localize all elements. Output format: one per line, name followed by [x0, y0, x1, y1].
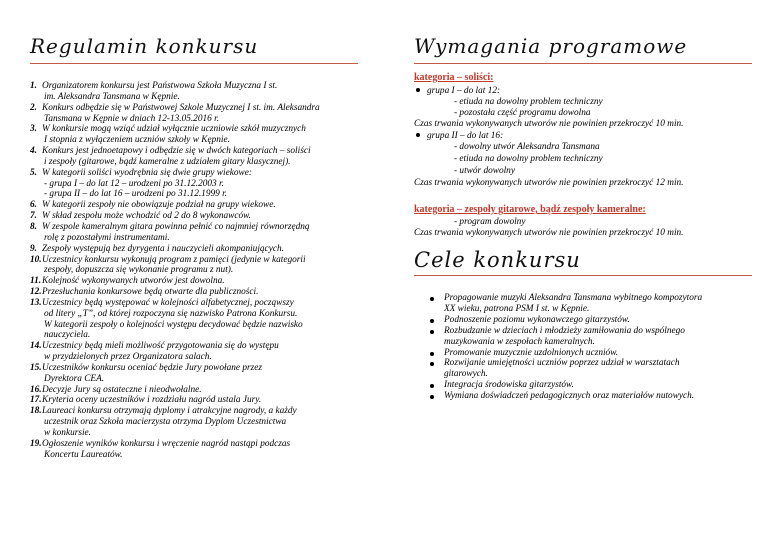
- goal-text-line: muzykowania w zespołach kameralnych.: [444, 336, 595, 347]
- group-2-item: - etiuda na dowolny problem techniczny: [454, 154, 603, 164]
- goal-text-line: Rozbudzanie w dzieciach i młodzieży zamiłowania do wspólnego: [444, 325, 685, 336]
- goal-text-line: Rozwijanie umiejętności uczniów poprzez udział w warsztatach: [444, 358, 680, 369]
- rule-item: [30, 439, 360, 461]
- goal-text-line: Wymiana doświadczeń pedagogicznych oraz materiałów nutowych.: [444, 391, 695, 402]
- category-soloists-label: kategoria – soliści:: [414, 72, 494, 83]
- group-1-item: - pozostała część programu dowolna: [454, 108, 591, 118]
- rule-text-line: Ogłoszenie wyników konkursu i wręczenie nagród nastąpi podczas: [42, 438, 291, 449]
- rule-text-line: W skład zespołu może wchodzić od 2 do 8 wykonawców.: [42, 211, 251, 222]
- rule-item: [30, 81, 360, 103]
- rule-text-line: Uczestnicy będą występować w kolejności alfabetycznej, począwszy: [42, 297, 294, 308]
- bullet-icon: [430, 384, 434, 388]
- rule-text-line: zespoły, dopuszcza się wykonanie programu z nut).: [44, 265, 234, 276]
- rule-text-line: w konkursie.: [44, 428, 91, 438]
- rule-text-line: W zespole kameralnym gitara powinna pełnić co najmniej równorzędną: [42, 221, 310, 232]
- rule-number: 8.: [30, 221, 37, 232]
- rule-item: [30, 395, 360, 406]
- rule-text-line: Decyzje Jury są ostateczne i nieodwołalne.: [42, 384, 202, 395]
- rule-number: 18.: [30, 406, 42, 417]
- goal-item: [430, 326, 750, 348]
- rule-text-line: Organizatorem konkursu jest Państwowa Szkoła Muzyczna I st.: [42, 81, 278, 91]
- rule-text-line: Przesłuchania konkursowe będą otwarte dla publiczności.: [42, 287, 259, 298]
- goal-item: [430, 358, 750, 380]
- rule-text-line: Kolejność wykonywanych utworów jest dowolna.: [42, 276, 225, 287]
- goal-item: [430, 293, 750, 315]
- rule-text-line: Dyrektora CEA.: [44, 373, 105, 384]
- rule-text-line: uczestnik oraz Szkoła macierzysta otrzyma Dyplom Uczestnictwa: [44, 417, 287, 428]
- rule-text-line: Zespoły występują bez dyrygenta i nauczycieli akompaniujących.: [42, 243, 284, 254]
- group-2-item: - utwór dowolny: [454, 166, 515, 176]
- rule-number: 3.: [30, 124, 37, 135]
- title-rule: [30, 63, 358, 64]
- rule-text-line: rolę z pozostałymi instrumentami.: [44, 232, 170, 243]
- bullet-icon: [416, 133, 420, 137]
- rule-text-line: Uczestnicy będą mieli możliwość przygotowania się do występu: [42, 341, 279, 352]
- category-ensembles-label: kategoria – zespoły gitarowe, bądź zespoły kameralne:: [414, 204, 646, 215]
- rule-text-line: Koncertu Laureatów.: [44, 449, 123, 460]
- rule-number: 11.: [30, 276, 42, 287]
- regulations-title: Regulamin konkursu: [30, 34, 259, 58]
- group-1-label: grupa I – do lat 12:: [427, 86, 501, 96]
- rule-number: 7.: [30, 211, 37, 222]
- rule-text-line: W konkursie mogą wziąć udział wyłącznie uczniowie szkół muzycznych: [42, 124, 306, 135]
- rule-text-line: Konkurs jest jednoetapowy i odbędzie się w dwóch kategoriach – soliści: [42, 146, 311, 157]
- rule-number: 19.: [30, 438, 42, 449]
- rule-text-line: Kryteria oceny uczestników i rozdziału nagród ustala Jury.: [42, 395, 262, 406]
- goal-item: [430, 315, 750, 326]
- rule-item: [30, 244, 360, 255]
- rule-item: [30, 406, 360, 439]
- rule-number: 16.: [30, 384, 42, 395]
- requirements-title: Wymagania programowe: [414, 34, 688, 58]
- rule-number: 6.: [30, 200, 37, 211]
- goal-item: [430, 391, 750, 402]
- rule-number: 10.: [30, 254, 42, 265]
- rule-number: 5.: [30, 167, 37, 178]
- rule-number: 2.: [30, 102, 37, 113]
- rule-item: [30, 363, 360, 385]
- rule-number: 13.: [30, 297, 42, 308]
- bullet-icon: [430, 330, 434, 334]
- goal-item: [430, 380, 750, 391]
- rule-item: [30, 341, 360, 363]
- rule-item: [30, 103, 360, 125]
- rule-text-line: nauczyciela.: [44, 330, 91, 341]
- goal-text-line: XX wieku, patrona PSM I st. w Kępnie.: [444, 303, 590, 314]
- group-1-item: - etiuda na dowolny problem techniczny: [454, 97, 603, 107]
- rule-number: 15.: [30, 362, 42, 373]
- rule-item: [30, 146, 360, 168]
- rule-number: 12.: [30, 287, 42, 298]
- ensemble-item: - program dowolny: [454, 217, 526, 227]
- rule-text-line: - grupa I – do lat 12 – urodzeni po 31.12.2003 r.: [44, 178, 224, 189]
- rule-number: 1.: [30, 81, 37, 91]
- goal-text-line: Propagowanie muzyki Aleksandra Tansmana wybitnego kompozytora: [444, 293, 703, 303]
- group-2-time: Czas trwania wykonywanych utworów nie powinien przekroczyć 12 min.: [414, 178, 684, 188]
- bullet-icon: [430, 352, 434, 356]
- rule-text-line: Tansmana w Kępnie w dniach 12-13.05.2016 r.: [44, 113, 220, 124]
- group-2-row: [416, 131, 503, 141]
- group-1-time: Czas trwania wykonywanych utworów nie powinien przekroczyć 10 min.: [414, 119, 684, 129]
- rule-text-line: Uczestnicy konkursu wykonują program z pamięci (jedynie w kategorii: [42, 254, 306, 265]
- rule-item: [30, 211, 360, 222]
- ensemble-time: Czas trwania wykonywanych utworów nie powinien przekroczyć 10 min.: [414, 228, 684, 238]
- rule-item: [30, 222, 360, 244]
- bullet-icon: [430, 395, 434, 399]
- goal-text-line: Podnoszenie poziomu wykonawczego gitarzystów.: [444, 314, 630, 325]
- bullet-icon: [430, 362, 434, 366]
- rule-item: [30, 298, 360, 341]
- rule-text-line: I stopnia z wyłączeniem uczniów szkoły w Kępnie.: [44, 135, 230, 146]
- rules-list: [30, 81, 360, 461]
- bullet-icon: [416, 88, 420, 92]
- goal-text-line: gitarowych.: [444, 369, 488, 380]
- rule-text-line: - grupa II – do lat 16 – urodzeni po 31.12.1999 r.: [44, 189, 228, 200]
- bullet-icon: [430, 319, 434, 323]
- rule-text-line: Konkurs odbędzie się w Państwowej Szkole Muzycznej I st. im. Aleksandra: [42, 102, 320, 113]
- goal-text-line: Integracja środowiska gitarzystów.: [444, 380, 574, 391]
- group-1-row: [416, 86, 500, 96]
- rule-text-line: W kategorii zespoły o kolejności występu decydować będzie nazwisko: [44, 319, 303, 330]
- rule-item: [30, 385, 360, 396]
- rule-item: [30, 255, 360, 277]
- rule-item: [30, 124, 360, 146]
- goal-text-line: Promowanie muzycznie uzdolnionych uczniów.: [444, 347, 619, 358]
- title-rule: [414, 63, 752, 64]
- rule-number: 17.: [30, 395, 42, 406]
- rule-text-line: w przydzielonych przez Organizatora salach.: [44, 352, 212, 363]
- goals-list: [430, 293, 750, 402]
- goals-title: Cele konkursu: [414, 248, 581, 272]
- rule-text-line: W kategorii zespoły nie obowiązuje podział na grupy wiekowe.: [42, 200, 276, 211]
- bullet-icon: [430, 297, 434, 301]
- rule-text-line: Uczestników konkursu oceniać będzie Jury powołane przez: [42, 362, 262, 373]
- rule-item: [30, 200, 360, 211]
- goal-item: [430, 348, 750, 359]
- rule-item: [30, 168, 360, 201]
- rule-text-line: Laureaci konkursu otrzymają dyplomy i atrakcyjne nagrody, a każdy: [42, 406, 297, 417]
- rule-text-line: i zespoły (gitarowe, bądź kameralne z udziałem gitary klasycznej).: [44, 156, 291, 167]
- rule-text-line: W kategorii soliści wyodrębnia się dwie grupy wiekowe:: [42, 167, 252, 178]
- rule-number: 4.: [30, 146, 37, 157]
- goals-rule: [414, 275, 752, 276]
- rule-item: [30, 276, 360, 287]
- rule-number: 14.: [30, 341, 42, 352]
- group-2-label: grupa II – do lat 16:: [427, 131, 504, 141]
- rule-number: 9.: [30, 243, 37, 254]
- rule-item: [30, 287, 360, 298]
- group-2-item: - dowolny utwór Aleksandra Tansmana: [454, 142, 600, 152]
- rule-text-line: im. Aleksandra Tansmana w Kępnie.: [44, 91, 180, 102]
- rule-text-line: od litery „T”, od której rozpoczyna się nazwisko Patrona Konkursu.: [44, 308, 298, 319]
